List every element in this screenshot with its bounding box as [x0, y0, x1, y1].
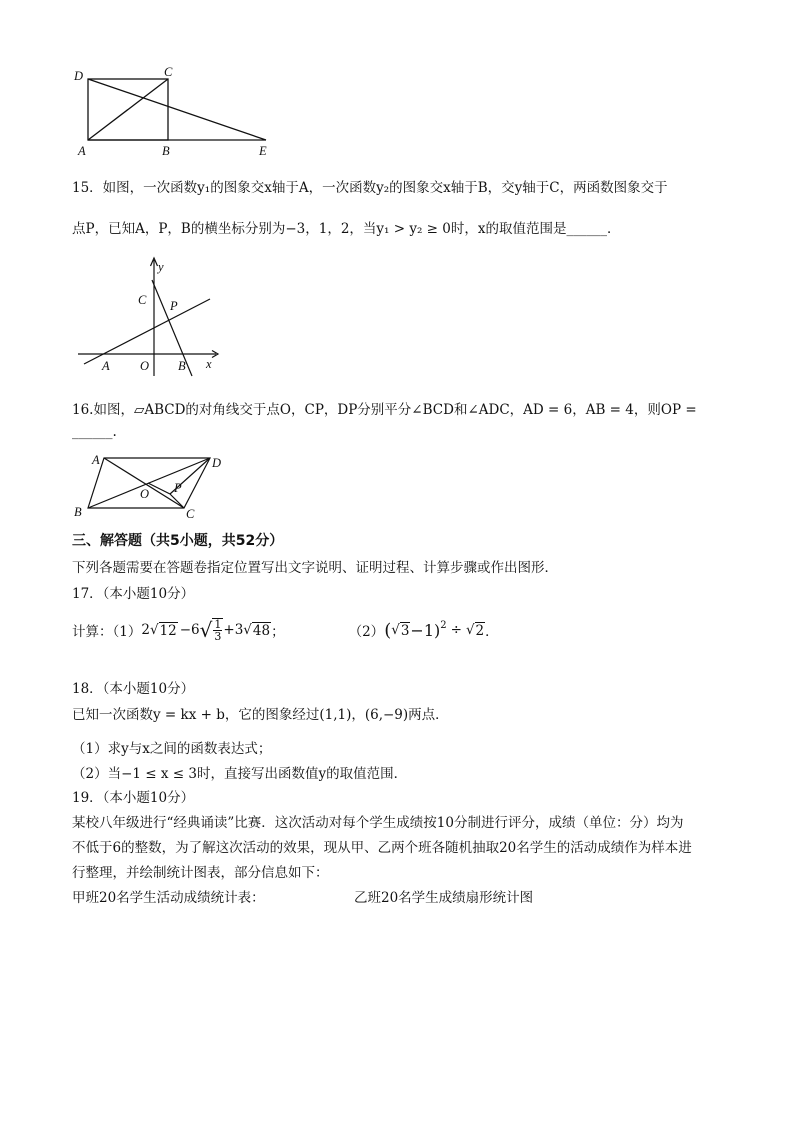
sqrt-sign: √ [243, 622, 252, 638]
q17-p2-exponent: 2 [440, 619, 447, 631]
q16-line1: 16.如图，▱ABCD的对角线交于点O，CP，DP分别平分∠BCD和∠ADC，AD = 6，AB = 4，则OP = [72, 402, 697, 418]
q19-line2: 不低于6的整数，为了解这次活动的效果，现从甲、乙两个班各随机抽取20名学生的活动成绩作为样本进 [72, 840, 692, 856]
label-c: C [138, 293, 147, 307]
q17-p2-mid: −1) [410, 620, 441, 640]
q17-p1-end: ； [271, 624, 285, 640]
label-b: B [162, 144, 170, 158]
label-p: P [174, 481, 182, 495]
sqrt-sign: √ [199, 618, 213, 642]
label-a: A [78, 144, 86, 158]
q18-part1: （1）求y与x之间的函数表达式； [72, 741, 272, 757]
label-a: A [102, 359, 110, 373]
label-e: E [259, 144, 267, 158]
line-y2 [152, 280, 192, 376]
sqrt-sign: √ [465, 622, 475, 638]
fraction [213, 619, 222, 642]
label-d: D [74, 69, 84, 83]
q17-p1-radicand1: 12 [159, 622, 177, 639]
label-y: y [158, 260, 164, 274]
q19-caption-table: 甲班20名学生活动成绩统计表： [72, 890, 265, 906]
line-de [88, 79, 266, 140]
q17-header: 17．（本小题10分） [72, 586, 195, 602]
q17-p1-plus: +3 [223, 622, 244, 638]
label-a: A [92, 453, 100, 467]
label-o: O [140, 359, 150, 373]
sqrt-sign: √ [391, 622, 400, 638]
section-title: 三、解答题（共5小题，共52分） [72, 533, 284, 549]
q17-p2-radicand2: 2 [475, 622, 485, 639]
q17-p2-end: ． [485, 624, 499, 640]
figure-parallelogram-abcd [72, 450, 232, 520]
q19-caption-pie: 乙班20名学生成绩扇形统计图 [354, 890, 534, 906]
q19-line3: 行整理，并绘制统计图表，部分信息如下： [72, 865, 329, 881]
q15-line1: 15．如图，一次函数y₁的图象交x轴于A，一次函数y₂的图象交x轴于B，交y轴于C，两函数图象交于 [72, 180, 668, 196]
section-instruction: 下列各题需要在答题卷指定位置写出文字说明、证明过程、计算步骤或作出图形． [72, 560, 558, 576]
q17-p1-coef: 2 [141, 622, 150, 638]
q17-p2-radicand1: 3 [400, 622, 410, 639]
label-b: B [178, 359, 186, 373]
numerator: 1 [214, 618, 222, 631]
diagonal-ac [88, 79, 168, 140]
q17-expressions [72, 618, 499, 642]
q17-p2-label: （2） [348, 624, 385, 640]
q19-header: 19．（本小题10分） [72, 790, 195, 806]
figure-linear-functions [72, 252, 232, 378]
label-x: x [206, 357, 212, 371]
q17-prefix: 计算：（1） [72, 624, 142, 640]
q17-p1-minus: −6 [179, 622, 200, 638]
label-c: C [186, 507, 195, 520]
denominator: 3 [214, 630, 222, 643]
q15-line2: 点P，已知A，P，B的横坐标分别为−3，1，2，当y₁ > y₂ ≥ 0时，x的取值范围是______． [72, 221, 621, 237]
q18-part2: （2）当−1 ≤ x ≤ 3时，直接写出函数值y的取值范围． [72, 766, 408, 782]
sqrt-sign: √ [149, 622, 159, 638]
q17-p2-div: ÷ [450, 622, 462, 638]
label-c: C [164, 65, 173, 79]
q17-p1-radicand2: 48 [252, 622, 271, 639]
q19-line1: 某校八年级进行“经典诵读”比赛．这次活动对每个学生成绩按10分制进行评分，成绩（单位：分）均为 [72, 815, 684, 831]
label-p: P [170, 299, 178, 313]
label-d: D [212, 456, 222, 470]
label-b: B [74, 505, 82, 519]
q17-p2-lparen: ( [384, 619, 392, 641]
figure-rectangle-abcd [68, 62, 278, 160]
label-o: O [140, 487, 150, 501]
q18-stem: 已知一次函数y = kx + b，它的图象经过(1,1)，(6,−9)两点． [72, 707, 449, 723]
q17-p1-fraction-radicand [212, 618, 223, 642]
q16-line2: ______. [72, 424, 117, 440]
q18-header: 18．（本小题10分） [72, 681, 195, 697]
